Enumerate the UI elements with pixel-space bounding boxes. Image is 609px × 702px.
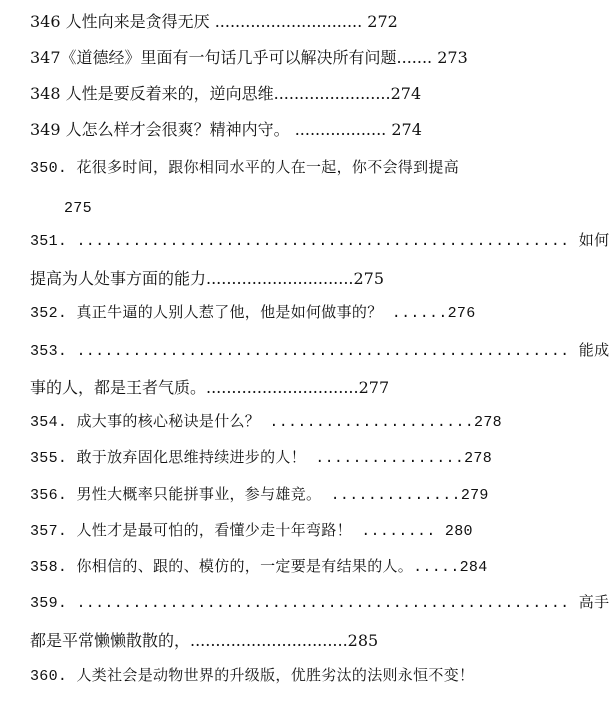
toc-entry-350-page[interactable]: 275 [64, 200, 92, 217]
toc-entry-359-cont[interactable]: 都是平常懒懒散散的，...............................285 [30, 631, 379, 650]
toc-entry-347[interactable]: 347《道德经》里面有一句话几乎可以解决所有问题....... 273 [30, 48, 468, 67]
toc-entry-350[interactable]: 350. 花很多时间，跟你相同水平的人在一起，你不会得到提高 [30, 160, 460, 177]
toc-entry-360[interactable]: 360. 人类社会是动物世界的升级版，优胜劣汰的法则永恒不变！ [30, 668, 475, 685]
toc-entry-353[interactable]: 353. ..................................................... 能成 [30, 343, 609, 360]
toc-entry-355[interactable]: 355. 敢于放弃固化思维持续进步的人！ ................278 [30, 450, 493, 467]
toc-entry-354[interactable]: 354. 成大事的核心秘诀是什么？ ......................278 [30, 414, 502, 431]
toc-entry-359[interactable]: 359. ..................................................... 高手 [30, 595, 609, 612]
toc-entry-351[interactable]: 351. ..................................................... 如何 [30, 233, 609, 250]
toc-entry-348[interactable]: 348 人性是要反着来的，逆向思维.......................274 [30, 84, 422, 103]
toc-entry-356[interactable]: 356. 男性大概率只能拼事业，参与雄竞。 ..............279 [30, 487, 489, 504]
toc-entry-353-cont[interactable]: 事的人，都是王者气质。..............................277 [30, 378, 390, 397]
toc-entry-346[interactable]: 346 人性向来是贪得无厌 ............................. 272 [30, 12, 398, 31]
toc-entry-352[interactable]: 352. 真正牛逼的人别人惹了他，他是如何做事的？ ......276 [30, 305, 476, 322]
toc-entry-351-cont[interactable]: 提高为人处事方面的能力.............................275 [30, 269, 385, 288]
toc-entry-358[interactable]: 358. 你相信的、跟的、模仿的，一定要是有结果的人。.....284 [30, 559, 488, 576]
toc-entry-357[interactable]: 357. 人性才是最可怕的，看懂少走十年弯路！ ........ 280 [30, 523, 473, 540]
toc-entry-349[interactable]: 349 人怎么样才会很爽？精神内守。 .................. 274 [30, 120, 422, 139]
